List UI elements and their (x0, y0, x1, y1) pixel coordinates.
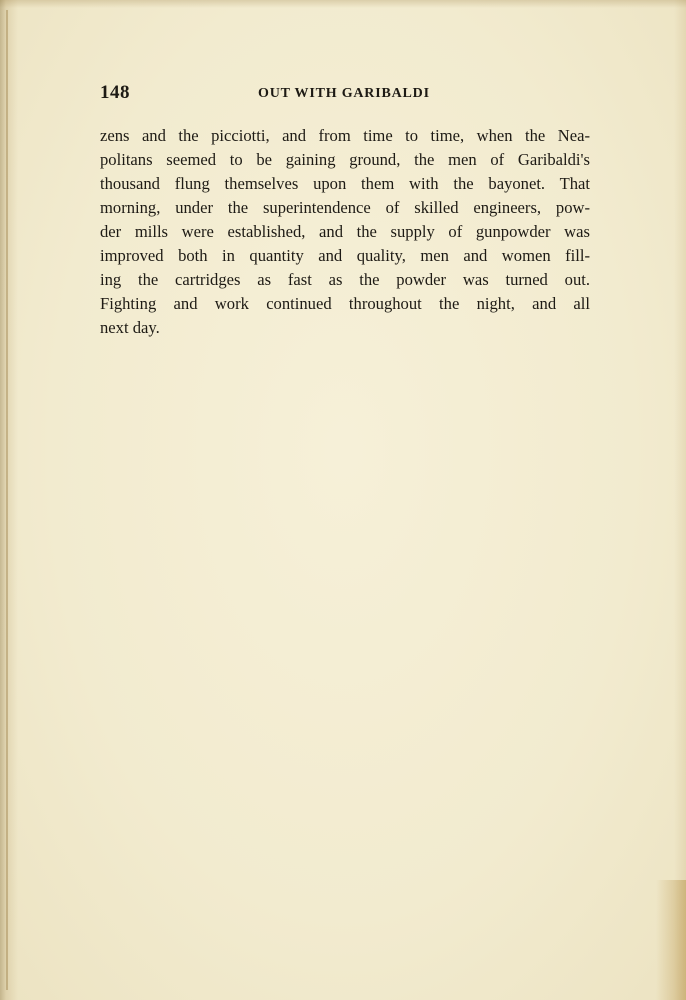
page-number: 148 (100, 82, 130, 103)
body-paragraph (100, 124, 590, 340)
text-line: ing the cartridges as fast as the powder was turned out. (100, 270, 590, 289)
text-line: zens and the picciotti, and from time to time, when the Nea- (100, 126, 590, 145)
binding-gutter (6, 10, 8, 990)
page-header (100, 82, 590, 108)
text-line: next day. (100, 318, 160, 337)
text-line: Fighting and work continued throughout the night, and all (100, 294, 590, 313)
page-edge-stain (656, 880, 686, 1000)
text-line: improved both in quantity and quality, men and women fill- (100, 246, 590, 265)
text-line: morning, under the superintendence of skilled engineers, pow- (100, 198, 590, 217)
running-head: OUT WITH GARIBALDI (258, 86, 430, 101)
text-line: der mills were established, and the supply of gunpowder was (100, 222, 590, 241)
text-line: politans seemed to be gaining ground, the men of Garibaldi's (100, 150, 590, 169)
text-line: thousand flung themselves upon them with the bayonet. That (100, 174, 590, 193)
